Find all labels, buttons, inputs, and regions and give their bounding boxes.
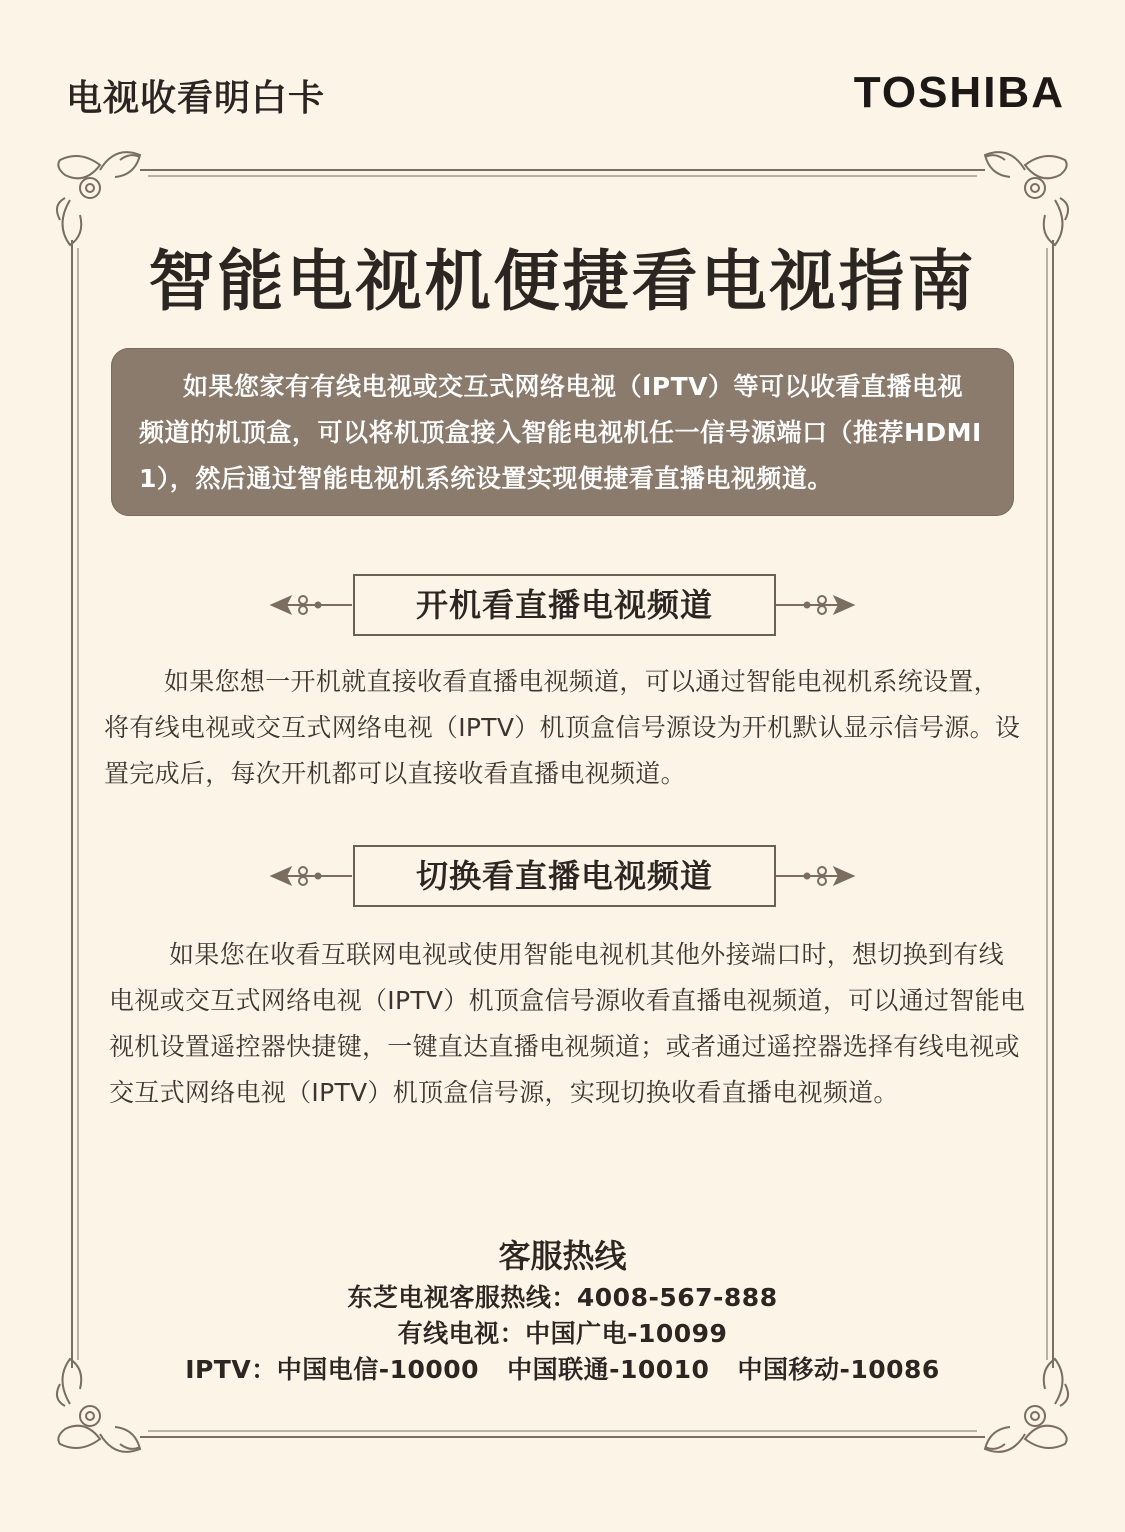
intro-box: 如果您家有有线电视或交互式网络电视（IPTV）等可以收看直播电视频道的机顶盒，可以将机顶盒接入智能电视机任一信号源端口（推荐HDMI 1），然后通过智能电视机系统设置实现便捷看直播电视频道。 [111,348,1014,516]
main-title: 智能电视机便捷看电视指南 [148,243,977,320]
hotline-iptv-unicom: 中国联通-10010 [507,1355,710,1384]
heading-flourish-left-1 [272,596,352,614]
section-body-switch: 如果您在收看互联网电视或使用智能电视机其他外接端口时，想切换到有线电视或交互式网络电视（IPTV）机顶盒信号源收看直播电视频道，可以通过智能电视机设置遥控器快捷键，一键直达直播电视频道；或者通过遥控器选择有线电视或交互式网络电视（IPTV）机顶盒信号源，实现切换收看直播电视频道。 [109,940,1026,1107]
section-heading-switch: 切换看直播电视频道 [353,845,776,907]
heading-flourish-right-1 [776,596,853,614]
toshiba-logo: TOSHIBA [853,68,1065,117]
heading-flourish-left-2 [272,867,352,885]
section-heading-startup: 开机看直播电视频道 [353,574,776,636]
hotline-title: 客服热线 [498,1237,627,1275]
heading-flourish-right-2 [776,867,853,885]
section-body-startup: 如果您想一开机就直接收看直播电视频道，可以通过智能电视机系统设置，将有线电视或交互式网络电视（IPTV）机顶盒信号源设为开机默认显示信号源。设置完成后，每次开机都可以直接收看直播电视频道。 [104,667,1021,788]
hotline-iptv-mobile: 中国移动-10086 [737,1355,940,1384]
hotline-iptv-telecom: IPTV：中国电信-10000 [185,1355,480,1384]
header-title: 电视收看明白卡 [66,78,326,119]
hotline-toshiba: 东芝电视客服热线：4008-567-888 [347,1283,778,1312]
hotline-iptv [0,1350,1125,1386]
hotline-cable: 有线电视：中国广电-10099 [397,1319,728,1348]
